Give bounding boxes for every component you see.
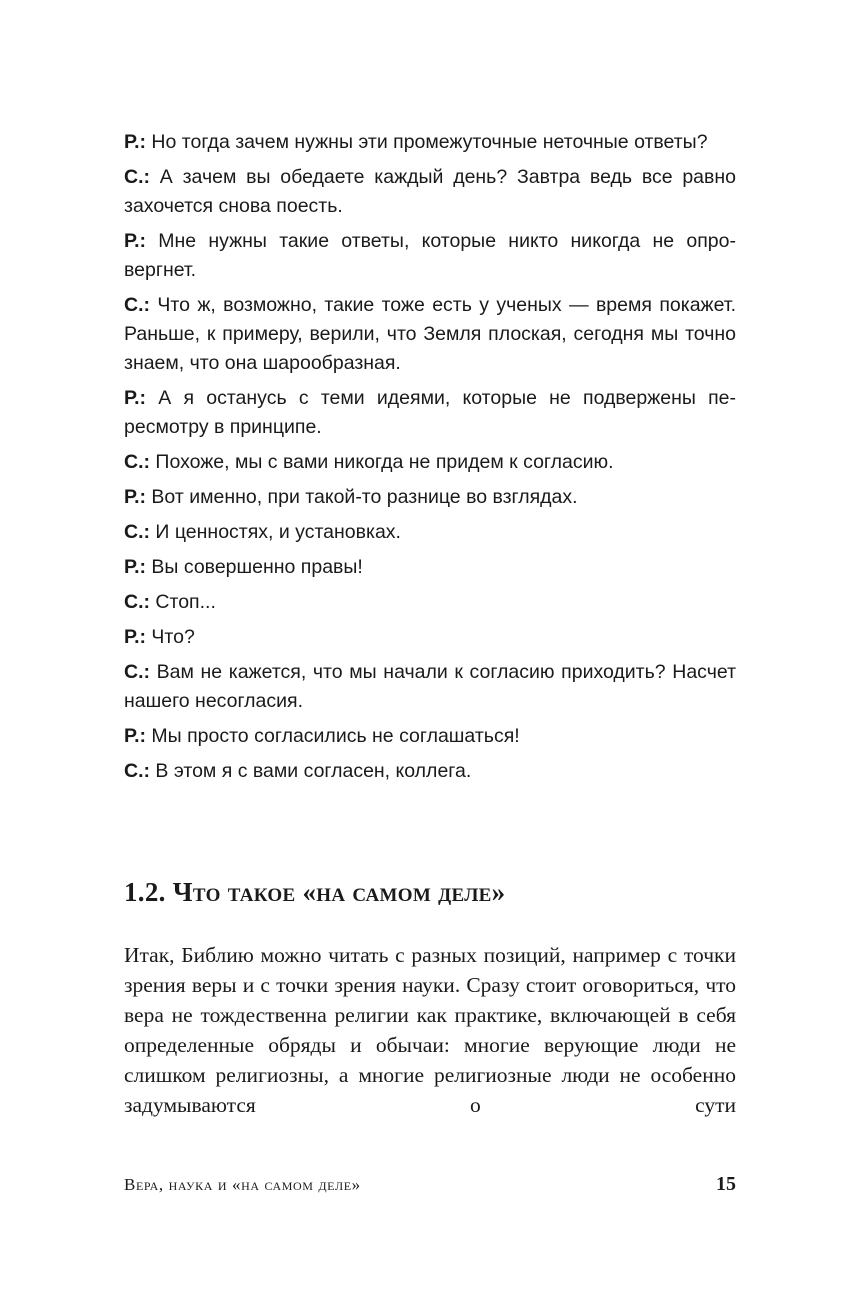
dialogue-block [124, 128, 736, 792]
dialogue-line [124, 384, 736, 442]
speaker-label: С.: [124, 521, 150, 543]
line-text: Что? [151, 626, 195, 648]
line-text: Вот именно, при такой-то разнице во взглядах. [151, 486, 578, 508]
speaker-label: Р.: [124, 626, 146, 648]
speaker-label: С.: [124, 451, 150, 473]
line-text: А я останусь с теми идеями, которые не подвержены пересмотру в принципе. [124, 387, 736, 438]
line-text: Мы просто согласились не соглашаться! [151, 725, 520, 747]
dialogue-line [124, 757, 736, 786]
line-text: А зачем вы обедаете каждый день? Завтра ведь все равно захочется снова поесть. [124, 166, 736, 217]
line-text: Стоп... [155, 591, 216, 613]
line-text: Но тогда зачем нужны эти промежуточные неточные ответы? [151, 131, 708, 153]
speaker-label: Р.: [124, 230, 146, 252]
speaker-label: Р.: [124, 486, 146, 508]
speaker-label: С.: [124, 294, 150, 316]
line-text: Что ж, возможно, такие тоже есть у ученых — время покажет. Раньше, к примеру, верили, что Земля плоская, сегодня мы точно знаем, что она шарообразная. [124, 294, 736, 374]
running-title: Вера, наука и «на самом деле» [124, 1175, 361, 1194]
dialogue-line [124, 623, 736, 652]
speaker-label: Р.: [124, 131, 146, 153]
line-text: В этом я с вами согласен, коллега. [155, 760, 472, 782]
line-text: Мне нужны такие ответы, которые никто никогда не опровергнет. [124, 230, 736, 281]
line-text: Вы совершенно правы! [151, 556, 363, 578]
speaker-label: С.: [124, 591, 150, 613]
page-number: 15 [716, 1173, 736, 1195]
speaker-label: Р.: [124, 387, 146, 409]
dialogue-line [124, 483, 736, 512]
speaker-label: С.: [124, 760, 150, 782]
dialogue-line [124, 518, 736, 547]
dialogue-line [124, 291, 736, 378]
speaker-label: С.: [124, 661, 150, 683]
dialogue-line [124, 227, 736, 285]
dialogue-line [124, 553, 736, 582]
speaker-label: Р.: [124, 556, 146, 578]
line-text: И ценностях, и установках. [155, 521, 401, 543]
dialogue-line [124, 448, 736, 477]
speaker-label: С.: [124, 166, 150, 188]
dialogue-line [124, 163, 736, 221]
speaker-label: Р.: [124, 725, 146, 747]
line-text: Вам не кажется, что мы начали к согласию приходить? Насчет нашего несогласия. [124, 661, 736, 712]
line-text: Похоже, мы с вами никогда не придем к согласию. [155, 451, 614, 473]
section-heading: 1.2. Что такое «на самом деле» [124, 877, 506, 907]
dialogue-line [124, 128, 736, 157]
dialogue-line [124, 722, 736, 751]
page-footer [124, 1173, 736, 1203]
body-paragraph: Итак, Библию можно читать с разных позиций, например с точки зрения веры и с точки зрения науки. Сразу стоит оговориться, что вера не тождественна религии как практике, включающей в себя определенные обряды и обычаи: многие верующие люди не слишком религиозны, а многие религиозные люди не особенно задумываются о сути [124, 943, 736, 1117]
dialogue-line [124, 588, 736, 617]
dialogue-line [124, 658, 736, 716]
